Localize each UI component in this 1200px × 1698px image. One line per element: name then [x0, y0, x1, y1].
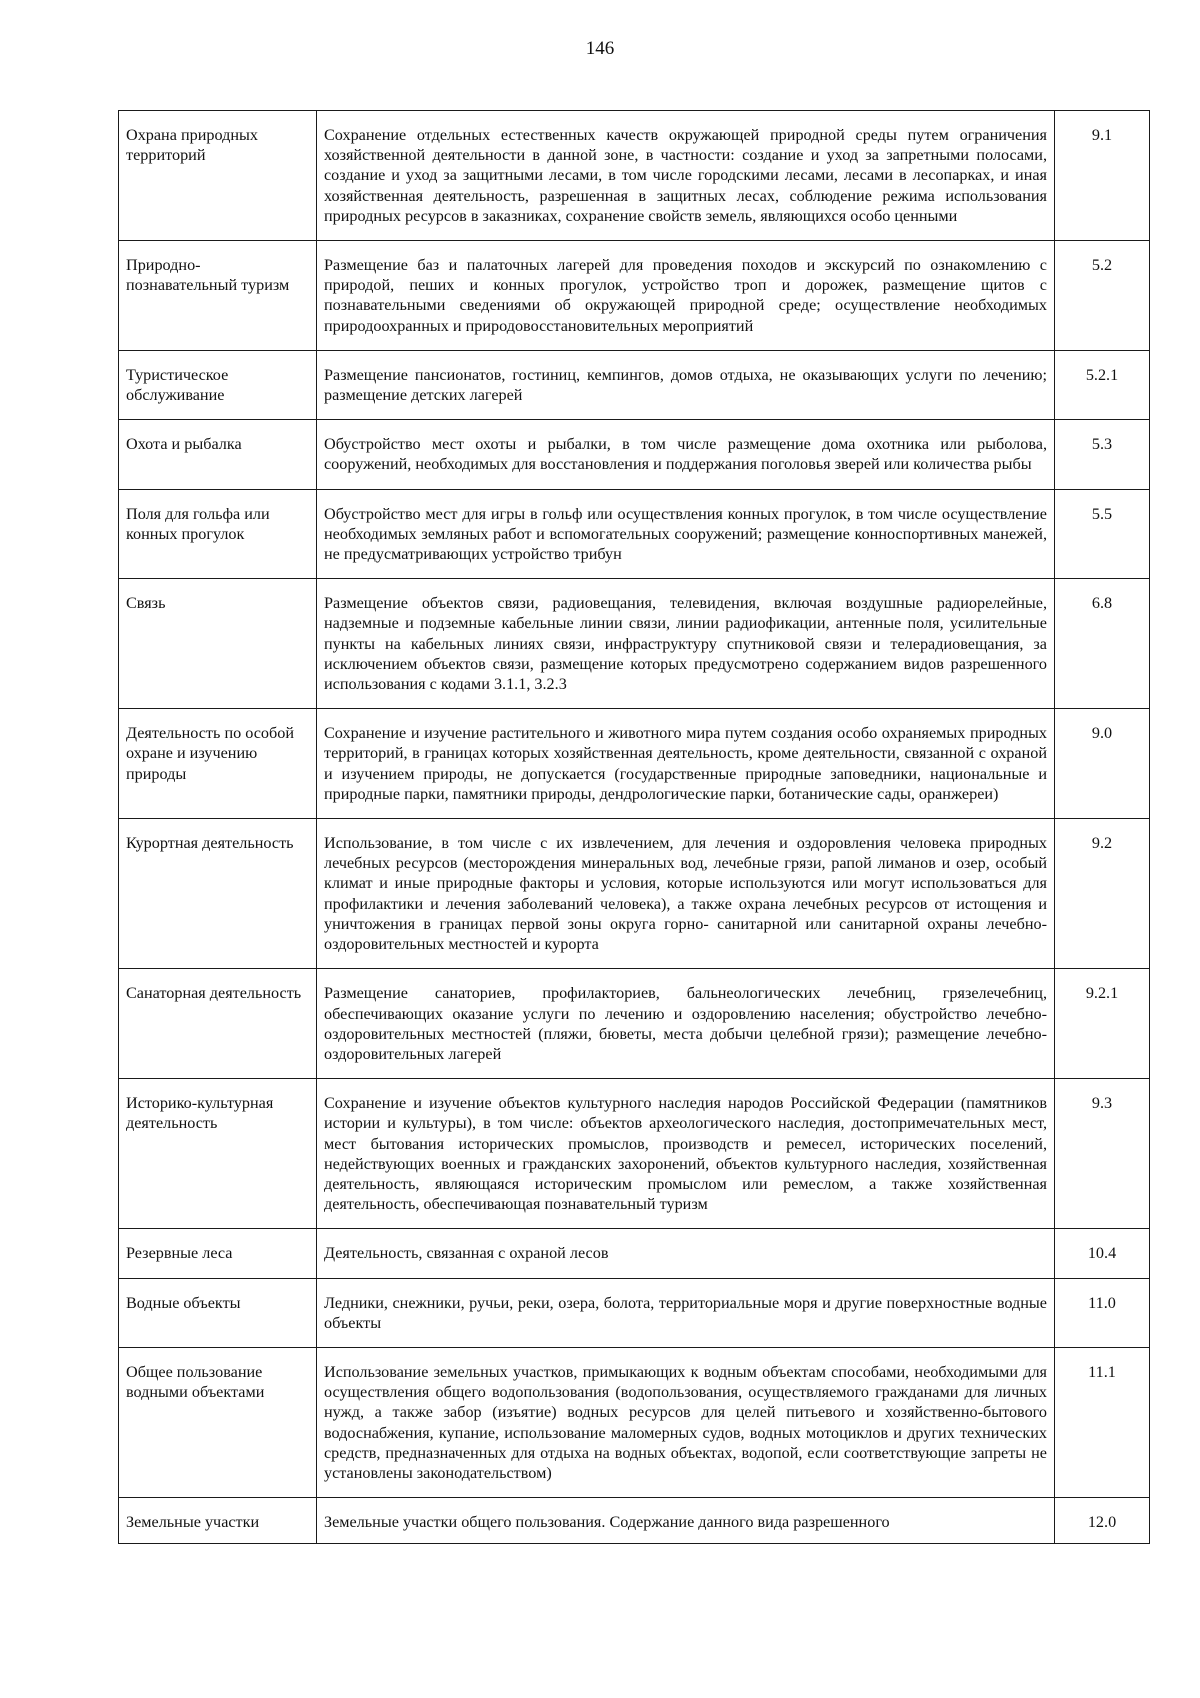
- table-row: [119, 1498, 1150, 1544]
- land-use-code: 5.3: [1055, 420, 1150, 489]
- land-use-description: Использование земельных участков, примыкающих к водным объектам способами, необходимыми для осуществления общего водопользования (водопользования, осуществляемого гражданами для личных нужд, а также забор (изъятие) водных ресурсов для целей питьевого и хозяйственно-бытового водоснабжения, купание, использование маломерных судов, водных мотоциклов и других технических средств, предназначенных для отдыха на водных объектах, водопой, если соответствующие запреты не установлены законодательством): [317, 1347, 1055, 1497]
- land-use-code: 6.8: [1055, 579, 1150, 709]
- land-use-description: Сохранение и изучение объектов культурного наследия народов Российской Федерации (памятников истории и культуры), в том числе: объектов археологического наследия, достопримечательных мест, мест бытования исторических промыслов, производств и ремесел, исторических поселений, недействующих военных и гражданских захоронений, объектов культурного наследия, хозяйственная деятельность, являющаяся историческим промыслом или ремеслом, а также хозяйственная деятельность, обеспечивающая познавательный туризм: [317, 1079, 1055, 1229]
- land-use-description: Использование, в том числе с их извлечением, для лечения и оздоровления человека природных лечебных ресурсов (месторождения минеральных вод, лечебные грязи, рапой лиманов и озер, особый климат и иные природные факторы и условия, которые используются или могут использоваться для профилактики и лечения заболеваний человека), а также охрана лечебных ресурсов от истощения и уничтожения в границах первой зоны округа горно- санитарной или санитарной охраны лечебно-оздоровительных местностей и курорта: [317, 819, 1055, 969]
- table-row: [119, 1347, 1150, 1497]
- land-use-table: [118, 110, 1150, 1544]
- table-row: [119, 1229, 1150, 1278]
- table-row: [119, 489, 1150, 579]
- land-use-code: 11.0: [1055, 1278, 1150, 1347]
- land-use-code: 9.2.1: [1055, 969, 1150, 1079]
- land-use-description: Размещение пансионатов, гостиниц, кемпингов, домов отдыха, не оказывающих услуги по лечению; размещение детских лагерей: [317, 350, 1055, 419]
- land-use-name: Общее пользование водными объектами: [119, 1347, 317, 1497]
- land-use-name: Поля для гольфа или конных прогулок: [119, 489, 317, 579]
- land-use-name: Деятельность по особой охране и изучению природы: [119, 709, 317, 819]
- table-row: [119, 819, 1150, 969]
- land-use-name: Охота и рыбалка: [119, 420, 317, 489]
- table-row: [119, 1079, 1150, 1229]
- land-use-name: Санаторная деятельность: [119, 969, 317, 1079]
- table-row: [119, 1278, 1150, 1347]
- land-use-description: Сохранение отдельных естественных качеств окружающей природной среды путем ограничения хозяйственной деятельности в данной зоне, в частности: создание и уход за запретными полосами, создание и уход за защитными лесами, в том числе городскими лесами, лесами в лесопарках, и иная хозяйственная деятельность, разрешенная в защитных лесах, соблюдение режима использования природных ресурсов в заказниках, сохранение свойств земель, являющихся особо ценными: [317, 111, 1055, 241]
- land-use-code: 9.2: [1055, 819, 1150, 969]
- table-row: [119, 579, 1150, 709]
- land-use-description: Размещение санаториев, профилакториев, бальнеологических лечебниц, грязелечебниц, обеспечивающих оказание услуги по лечению и оздоровлению населения; обустройство лечебно-оздоровительных местностей (пляжи, бюветы, места добычи целебной грязи); размещение лечебно-оздоровительных лагерей: [317, 969, 1055, 1079]
- page-number: 146: [585, 38, 615, 59]
- land-use-description: Размещение баз и палаточных лагерей для проведения походов и экскурсий по ознакомлению с природой, пеших и конных прогулок, устройство троп и дорожек, размещение щитов с познавательными сведениями об окружающей природной среде; осуществление необходимых природоохранных и природовосстановительных мероприятий: [317, 241, 1055, 351]
- table-row: [119, 969, 1150, 1079]
- land-use-description: Обустройство мест для игры в гольф или осуществления конных прогулок, в том числе осуществление необходимых земляных работ и вспомогательных сооружений; размещение конноспортивных манежей, не предусматривающих устройство трибун: [317, 489, 1055, 579]
- table-row: [119, 241, 1150, 351]
- land-use-name: Резервные леса: [119, 1229, 317, 1278]
- land-use-name: Курортная деятельность: [119, 819, 317, 969]
- land-use-name: Природно-познавательный туризм: [119, 241, 317, 351]
- land-use-description: Сохранение и изучение растительного и животного мира путем создания особо охраняемых природных территорий, в границах которых хозяйственная деятельность, кроме деятельности, связанной с охраной и изучением природы, не допускается (государственные природные заповедники, национальные и природные парки, памятники природы, дендрологические парки, ботанические сады, оранжереи): [317, 709, 1055, 819]
- land-use-code: 5.2.1: [1055, 350, 1150, 419]
- table-row: [119, 420, 1150, 489]
- land-use-code: 11.1: [1055, 1347, 1150, 1497]
- land-use-description: Ледники, снежники, ручьи, реки, озера, болота, территориальные моря и другие поверхностные водные объекты: [317, 1278, 1055, 1347]
- land-use-description: Земельные участки общего пользования. Содержание данного вида разрешенного: [317, 1498, 1055, 1544]
- land-use-name: Историко-культурная деятельность: [119, 1079, 317, 1229]
- land-use-name: Туристическое обслуживание: [119, 350, 317, 419]
- land-use-description: Обустройство мест охоты и рыбалки, в том числе размещение дома охотника или рыболова, сооружений, необходимых для восстановления и поддержания поголовья зверей или количества рыбы: [317, 420, 1055, 489]
- land-use-code: 12.0: [1055, 1498, 1150, 1544]
- land-use-name: Земельные участки: [119, 1498, 317, 1544]
- land-use-code: 5.5: [1055, 489, 1150, 579]
- table-row: [119, 111, 1150, 241]
- land-use-description: Размещение объектов связи, радиовещания, телевидения, включая воздушные радиорелейные, надземные и подземные кабельные линии связи, линии радиофикации, антенные поля, усилительные пункты на кабельных линиях связи, инфраструктуру спутниковой связи и телерадиовещания, за исключением объектов связи, размещение которых предусмотрено содержанием видов разрешенного использования с кодами 3.1.1, 3.2.3: [317, 579, 1055, 709]
- table-row: [119, 350, 1150, 419]
- land-use-code: 9.3: [1055, 1079, 1150, 1229]
- land-use-name: Охрана природных территорий: [119, 111, 317, 241]
- land-use-code: 5.2: [1055, 241, 1150, 351]
- land-use-description: Деятельность, связанная с охраной лесов: [317, 1229, 1055, 1278]
- land-use-code: 9.1: [1055, 111, 1150, 241]
- land-use-name: Водные объекты: [119, 1278, 317, 1347]
- table-row: [119, 709, 1150, 819]
- land-use-name: Связь: [119, 579, 317, 709]
- land-use-code: 9.0: [1055, 709, 1150, 819]
- land-use-code: 10.4: [1055, 1229, 1150, 1278]
